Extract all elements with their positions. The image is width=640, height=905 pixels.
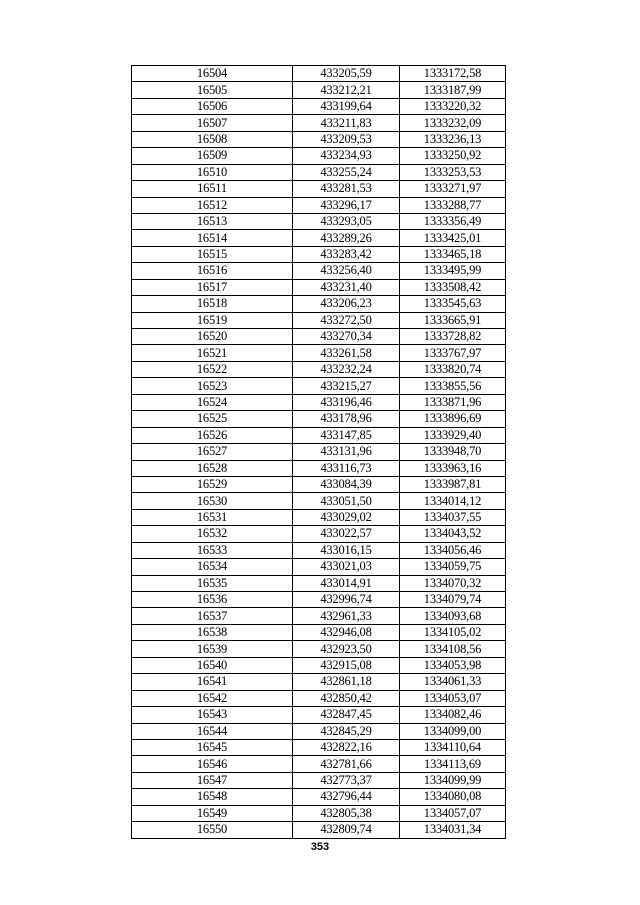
point-number-cell: 16544 [132,723,293,739]
x-coordinate-cell: 433234,93 [293,148,400,164]
table-row [132,756,506,772]
y-coordinate-cell: 1333356,49 [400,213,506,229]
x-coordinate-cell: 432781,66 [293,756,400,772]
table-row [132,361,506,377]
y-coordinate-cell: 1333728,82 [400,329,506,345]
table-row [132,460,506,476]
table-row [132,427,506,443]
table-row [132,493,506,509]
x-coordinate-cell: 433205,59 [293,66,400,82]
table-row [132,246,506,262]
point-number-cell: 16505 [132,82,293,98]
table-row [132,230,506,246]
x-coordinate-cell: 433199,64 [293,98,400,114]
x-coordinate-cell: 432822,16 [293,739,400,755]
y-coordinate-cell: 1333187,99 [400,82,506,98]
x-coordinate-cell: 432915,08 [293,657,400,673]
y-coordinate-cell: 1334014,12 [400,493,506,509]
table-row [132,822,506,838]
x-coordinate-cell: 432847,45 [293,707,400,723]
point-number-cell: 16547 [132,772,293,788]
point-number-cell: 16519 [132,312,293,328]
y-coordinate-cell: 1334110,64 [400,739,506,755]
table-row [132,82,506,98]
table-row [132,213,506,229]
table-row [132,394,506,410]
point-number-cell: 16536 [132,592,293,608]
table-row [132,509,506,525]
table-row [132,98,506,114]
point-number-cell: 16535 [132,575,293,591]
y-coordinate-cell: 1334043,52 [400,526,506,542]
table-row [132,411,506,427]
x-coordinate-cell: 432845,29 [293,723,400,739]
x-coordinate-cell: 433022,57 [293,526,400,542]
y-coordinate-cell: 1333963,16 [400,460,506,476]
point-number-cell: 16533 [132,542,293,558]
table-row [132,805,506,821]
point-number-cell: 16518 [132,296,293,312]
x-coordinate-cell: 432809,74 [293,822,400,838]
x-coordinate-cell: 433084,39 [293,476,400,492]
y-coordinate-cell: 1334053,07 [400,690,506,706]
y-coordinate-cell: 1333495,99 [400,263,506,279]
table-row [132,723,506,739]
point-number-cell: 16541 [132,674,293,690]
y-coordinate-cell: 1334070,32 [400,575,506,591]
y-coordinate-cell: 1333250,92 [400,148,506,164]
y-coordinate-cell: 1333948,70 [400,444,506,460]
x-coordinate-cell: 433206,23 [293,296,400,312]
x-coordinate-cell: 433116,73 [293,460,400,476]
point-number-cell: 16524 [132,394,293,410]
point-number-cell: 16514 [132,230,293,246]
x-coordinate-cell: 433272,50 [293,312,400,328]
table-row [132,164,506,180]
point-number-cell: 16516 [132,263,293,279]
table-row [132,657,506,673]
x-coordinate-cell: 433231,40 [293,279,400,295]
table-row [132,641,506,657]
point-number-cell: 16549 [132,805,293,821]
table-row [132,608,506,624]
point-number-cell: 16509 [132,148,293,164]
point-number-cell: 16504 [132,66,293,82]
point-number-cell: 16508 [132,131,293,147]
point-number-cell: 16523 [132,378,293,394]
y-coordinate-cell: 1333665,91 [400,312,506,328]
y-coordinate-cell: 1333987,81 [400,476,506,492]
point-number-cell: 16530 [132,493,293,509]
table-row [132,559,506,575]
point-number-cell: 16526 [132,427,293,443]
y-coordinate-cell: 1333545,63 [400,296,506,312]
y-coordinate-cell: 1334079,74 [400,592,506,608]
x-coordinate-cell: 432805,38 [293,805,400,821]
y-coordinate-cell: 1334105,02 [400,624,506,640]
point-number-cell: 16517 [132,279,293,295]
y-coordinate-cell: 1334113,69 [400,756,506,772]
x-coordinate-cell: 433178,96 [293,411,400,427]
y-coordinate-cell: 1333871,96 [400,394,506,410]
table-row [132,329,506,345]
table-row [132,345,506,361]
point-number-cell: 16520 [132,329,293,345]
x-coordinate-cell: 432946,08 [293,624,400,640]
point-number-cell: 16531 [132,509,293,525]
table-row [132,526,506,542]
table-row [132,312,506,328]
point-number-cell: 16539 [132,641,293,657]
table-row [132,789,506,805]
x-coordinate-cell: 432961,33 [293,608,400,624]
x-coordinate-cell: 433051,50 [293,493,400,509]
y-coordinate-cell: 1334057,07 [400,805,506,821]
x-coordinate-cell: 433255,24 [293,164,400,180]
table-row [132,66,506,82]
table-row [132,181,506,197]
table-row [132,707,506,723]
x-coordinate-cell: 433014,91 [293,575,400,591]
y-coordinate-cell: 1334059,75 [400,559,506,575]
point-number-cell: 16546 [132,756,293,772]
x-coordinate-cell: 433289,26 [293,230,400,246]
table-row [132,624,506,640]
point-number-cell: 16550 [132,822,293,838]
y-coordinate-cell: 1334099,99 [400,772,506,788]
x-coordinate-cell: 433029,02 [293,509,400,525]
point-number-cell: 16528 [132,460,293,476]
x-coordinate-cell: 433209,53 [293,131,400,147]
x-coordinate-cell: 433281,53 [293,181,400,197]
y-coordinate-cell: 1334031,34 [400,822,506,838]
table-row [132,378,506,394]
table-row [132,279,506,295]
point-number-cell: 16543 [132,707,293,723]
coordinates-table-body [132,66,506,839]
y-coordinate-cell: 1333172,58 [400,66,506,82]
x-coordinate-cell: 433232,24 [293,361,400,377]
table-row [132,115,506,131]
point-number-cell: 16525 [132,411,293,427]
x-coordinate-cell: 432996,74 [293,592,400,608]
y-coordinate-cell: 1334099,00 [400,723,506,739]
y-coordinate-cell: 1334093,68 [400,608,506,624]
y-coordinate-cell: 1333465,18 [400,246,506,262]
y-coordinate-cell: 1333288,77 [400,197,506,213]
point-number-cell: 16545 [132,739,293,755]
page-number: 353 [310,841,330,853]
x-coordinate-cell: 433215,27 [293,378,400,394]
y-coordinate-cell: 1334061,33 [400,674,506,690]
table-row [132,674,506,690]
y-coordinate-cell: 1333253,53 [400,164,506,180]
x-coordinate-cell: 432773,37 [293,772,400,788]
table-row [132,575,506,591]
y-coordinate-cell: 1333508,42 [400,279,506,295]
x-coordinate-cell: 433270,34 [293,329,400,345]
x-coordinate-cell: 433211,83 [293,115,400,131]
point-number-cell: 16513 [132,213,293,229]
point-number-cell: 16537 [132,608,293,624]
point-number-cell: 16511 [132,181,293,197]
point-number-cell: 16527 [132,444,293,460]
x-coordinate-cell: 433021,03 [293,559,400,575]
x-coordinate-cell: 432850,42 [293,690,400,706]
point-number-cell: 16510 [132,164,293,180]
point-number-cell: 16506 [132,98,293,114]
table-row [132,690,506,706]
point-number-cell: 16534 [132,559,293,575]
x-coordinate-cell: 432796,44 [293,789,400,805]
y-coordinate-cell: 1334082,46 [400,707,506,723]
y-coordinate-cell: 1333236,13 [400,131,506,147]
y-coordinate-cell: 1333425,01 [400,230,506,246]
x-coordinate-cell: 433296,17 [293,197,400,213]
y-coordinate-cell: 1333820,74 [400,361,506,377]
point-number-cell: 16532 [132,526,293,542]
x-coordinate-cell: 432923,50 [293,641,400,657]
y-coordinate-cell: 1333767,97 [400,345,506,361]
point-number-cell: 16512 [132,197,293,213]
x-coordinate-cell: 433293,05 [293,213,400,229]
x-coordinate-cell: 433131,96 [293,444,400,460]
table-row [132,444,506,460]
x-coordinate-cell: 433196,46 [293,394,400,410]
y-coordinate-cell: 1333271,97 [400,181,506,197]
y-coordinate-cell: 1333929,40 [400,427,506,443]
table-row [132,592,506,608]
table-row [132,296,506,312]
point-number-cell: 16540 [132,657,293,673]
coordinates-table [131,65,506,839]
table-row [132,772,506,788]
point-number-cell: 16542 [132,690,293,706]
y-coordinate-cell: 1334056,46 [400,542,506,558]
point-number-cell: 16529 [132,476,293,492]
table-row [132,263,506,279]
x-coordinate-cell: 433261,58 [293,345,400,361]
y-coordinate-cell: 1334053,98 [400,657,506,673]
x-coordinate-cell: 433283,42 [293,246,400,262]
x-coordinate-cell: 433016,15 [293,542,400,558]
table-row [132,148,506,164]
point-number-cell: 16521 [132,345,293,361]
x-coordinate-cell: 433256,40 [293,263,400,279]
point-number-cell: 16522 [132,361,293,377]
y-coordinate-cell: 1333896,69 [400,411,506,427]
y-coordinate-cell: 1334037,55 [400,509,506,525]
x-coordinate-cell: 433147,85 [293,427,400,443]
table-row [132,542,506,558]
table-row [132,197,506,213]
table-row [132,739,506,755]
y-coordinate-cell: 1333232,09 [400,115,506,131]
point-number-cell: 16548 [132,789,293,805]
y-coordinate-cell: 1333220,32 [400,98,506,114]
point-number-cell: 16515 [132,246,293,262]
x-coordinate-cell: 432861,18 [293,674,400,690]
y-coordinate-cell: 1334108,56 [400,641,506,657]
table-row [132,131,506,147]
point-number-cell: 16507 [132,115,293,131]
table-row [132,476,506,492]
x-coordinate-cell: 433212,21 [293,82,400,98]
y-coordinate-cell: 1333855,56 [400,378,506,394]
point-number-cell: 16538 [132,624,293,640]
y-coordinate-cell: 1334080,08 [400,789,506,805]
